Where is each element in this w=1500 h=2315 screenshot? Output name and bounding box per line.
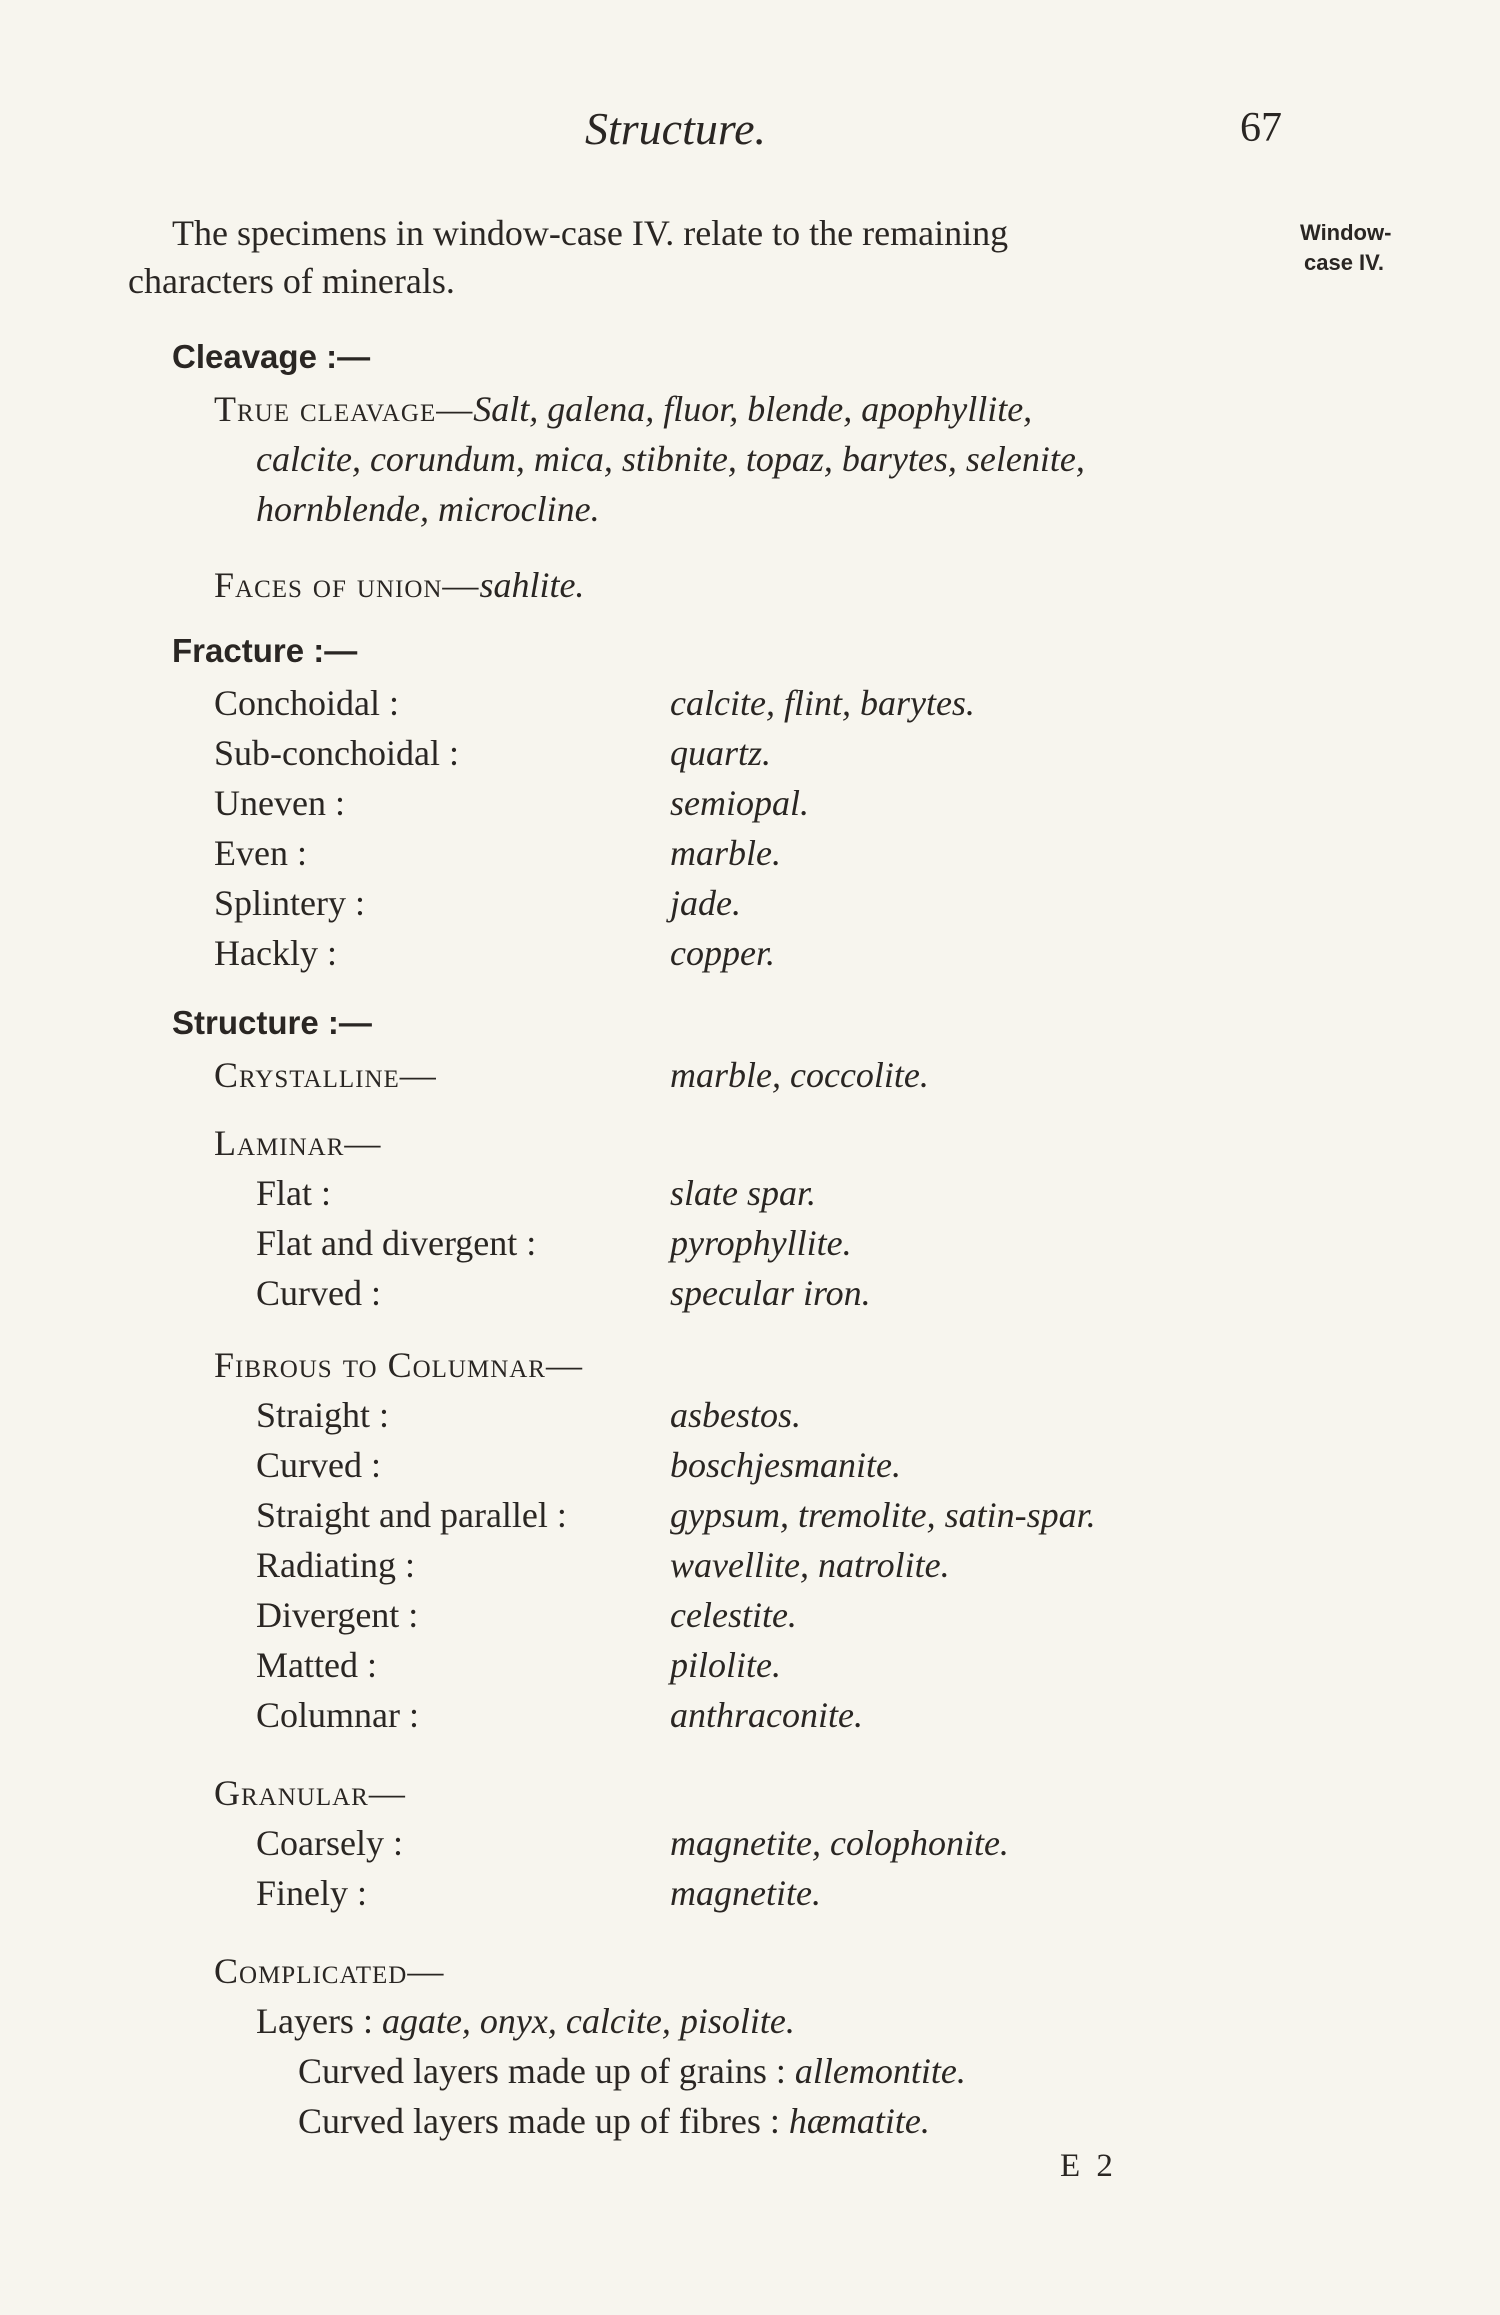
fibrous-columnar-label: Fibrous to Columnar— bbox=[214, 1345, 583, 1385]
laminar-row-value: pyrophyllite. bbox=[670, 1223, 852, 1263]
fibrous-row-label: Curved : bbox=[256, 1445, 381, 1485]
fracture-value: jade. bbox=[670, 883, 741, 923]
fibres-value: hæmatite. bbox=[788, 2101, 930, 2141]
intro-line-2: characters of minerals. bbox=[128, 261, 455, 301]
grains-line bbox=[298, 2050, 966, 2092]
fibrous-row-label: Radiating : bbox=[256, 1545, 415, 1585]
true-cleavage-minerals-3: hornblende, microcline. bbox=[256, 489, 600, 529]
fracture-label: Sub-conchoidal : bbox=[214, 733, 459, 773]
granular-row-label: Finely : bbox=[256, 1873, 368, 1913]
structure-heading: Structure :— bbox=[172, 1004, 372, 1041]
cleavage-heading: Cleavage :— bbox=[172, 338, 371, 375]
fibrous-row-value: celestite. bbox=[670, 1595, 797, 1635]
fibrous-row-label: Straight : bbox=[256, 1395, 389, 1435]
laminar-row-label: Flat and divergent : bbox=[256, 1223, 537, 1263]
laminar-row-value: specular iron. bbox=[670, 1273, 871, 1313]
fibrous-row-label: Matted : bbox=[256, 1645, 377, 1685]
fracture-label: Splintery : bbox=[214, 883, 365, 923]
laminar-label: Laminar— bbox=[214, 1123, 382, 1163]
margin-note bbox=[1300, 218, 1391, 278]
fracture-value: marble. bbox=[670, 833, 781, 873]
laminar-row-label: Flat : bbox=[256, 1173, 332, 1213]
fibrous-row-value: asbestos. bbox=[670, 1395, 802, 1435]
faces-of-union-line bbox=[214, 564, 584, 606]
fracture-heading: Fracture :— bbox=[172, 632, 358, 669]
fracture-label: Uneven : bbox=[214, 783, 345, 823]
margin-note-line-2: case IV. bbox=[1304, 250, 1384, 275]
laminar-row-value: slate spar. bbox=[670, 1173, 817, 1213]
margin-note-line-1: Window- bbox=[1300, 220, 1392, 245]
fracture-value: semiopal. bbox=[670, 783, 809, 823]
layers-line bbox=[256, 2000, 795, 2042]
signature-mark: E 2 bbox=[1060, 2148, 1117, 2184]
page-number: 67 bbox=[1240, 105, 1282, 151]
fibrous-row-label: Divergent : bbox=[256, 1595, 419, 1635]
fibrous-row-value: gypsum, tremolite, satin-spar. bbox=[670, 1495, 1096, 1535]
fibrous-row-value: pilolite. bbox=[670, 1645, 781, 1685]
intro-line-1: The specimens in window-case IV. relate to the remaining bbox=[172, 213, 1009, 253]
fracture-label: Even : bbox=[214, 833, 307, 873]
faces-of-union-value: sahlite. bbox=[479, 565, 585, 605]
fibrous-row-value: boschjesmanite. bbox=[670, 1445, 901, 1485]
granular-row-value: magnetite. bbox=[670, 1873, 821, 1913]
fibrous-row-label: Columnar : bbox=[256, 1695, 419, 1735]
granular-label: Granular— bbox=[214, 1773, 406, 1813]
true-cleavage-minerals-2: calcite, corundum, mica, stibnite, topaz, barytes, selenite, bbox=[256, 439, 1085, 479]
crystalline-value: marble, coccolite. bbox=[670, 1055, 929, 1095]
true-cleavage-minerals-1: Salt, galena, fluor, blende, apophyllite, bbox=[473, 389, 1033, 429]
crystalline-label: Crystalline— bbox=[214, 1055, 437, 1095]
true-cleavage-line bbox=[214, 388, 1032, 430]
running-header-title: Structure. bbox=[585, 103, 766, 154]
layers-value: agate, onyx, calcite, pisolite. bbox=[381, 2001, 795, 2041]
fibrous-row-value: wavellite, natrolite. bbox=[670, 1545, 950, 1585]
granular-row-label: Coarsely : bbox=[256, 1823, 403, 1863]
complicated-label: Complicated— bbox=[214, 1951, 445, 1991]
faces-of-union-label: Faces of union— bbox=[214, 565, 480, 605]
laminar-row-label: Curved : bbox=[256, 1273, 381, 1313]
fracture-value: copper. bbox=[670, 933, 775, 973]
true-cleavage-label: True cleavage— bbox=[214, 389, 474, 429]
fibres-line bbox=[298, 2100, 930, 2142]
fracture-value: calcite, flint, barytes. bbox=[670, 683, 975, 723]
fibrous-row-label: Straight and parallel : bbox=[256, 1495, 567, 1535]
grains-value: allemontite. bbox=[794, 2051, 966, 2091]
fracture-label: Conchoidal : bbox=[214, 683, 399, 723]
fracture-value: quartz. bbox=[670, 733, 772, 773]
layers-label: Layers : bbox=[256, 2001, 373, 2041]
fibres-label: Curved layers made up of fibres : bbox=[298, 2101, 780, 2141]
granular-row-value: magnetite, colophonite. bbox=[670, 1823, 1009, 1863]
fracture-label: Hackly : bbox=[214, 933, 337, 973]
fibrous-row-value: anthraconite. bbox=[670, 1695, 863, 1735]
grains-label: Curved layers made up of grains : bbox=[298, 2051, 786, 2091]
